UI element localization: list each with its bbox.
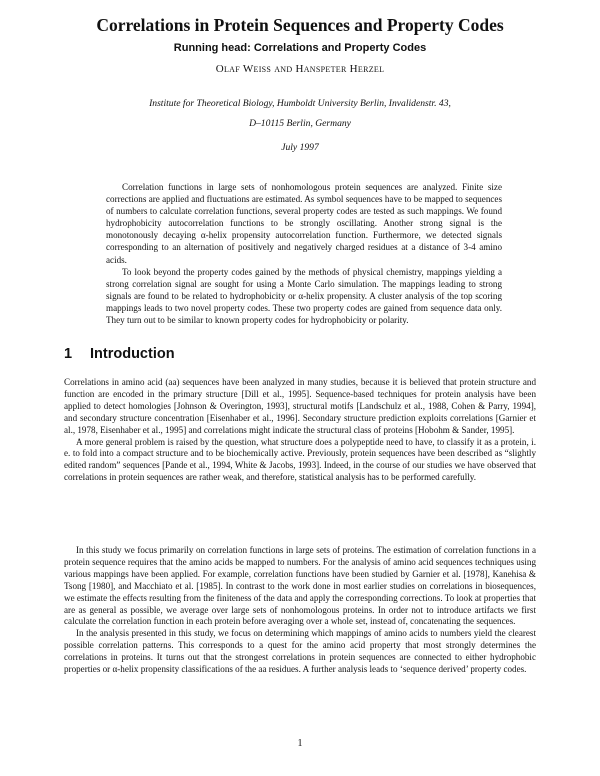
paper-title: Correlations in Protein Sequences and Property Codes: [96, 15, 504, 35]
affiliation-line-1: Institute for Theoretical Biology, Humboldt University Berlin, Invalidenstr. 43,: [149, 98, 451, 109]
section-title: Introduction: [90, 346, 175, 362]
abstract-paragraph-2: To look beyond the property codes gained by the methods of physical chemistry, mappings yielding a strong correlation signal are sought for using a Monte Carlo simulation. The mappings leading to strong signals are found to be related to hydrophobicity or α-helix propensity. A cluster analysis of the top scoring mappings leads to two novel property codes. These two property codes are gained from sequence data only. They turn out to be similar to known property codes for hydrophobicity or polarity.: [106, 266, 502, 326]
abstract-paragraph-1: Correlation functions in large sets of nonhomologous protein sequences are analyzed. Finite size corrections are applied and fluctuations are estimated. As symbol sequences have to be mapped to sequences of numbers to calculate correlation functions, several property codes are tested as such mappings. We found hydrophobicity autocorrelation functions to be strongly oscillating. Another strong signal is the monotonously decaying α-helix propensity autocorrelation function. Furthermore, we detected signals corresponding to an alternation of positively and negatively charged residues at a distance of 3-4 amino acids.: [106, 182, 502, 265]
body-paragraph-1: Correlations in amino acid (aa) sequences have been analyzed in many studies, because it is believed that protein structure and function are encoded in the primary structure [Dill et al., 1995]. Sequence-based techniques for protein analysis have been applied to detect homologies [Johnson & Overington, 1993], structural motifs [Landschulz et al., 1988, Cohen & Parry, 1994], and secondary structure concentration [Eisenhaber et al., 1996]. Secondary structure prediction exploits correlations [Garnier et al., 1978, Eisenhaber et al., 1995] and correlations might indicate the structural class of proteins [Hobohm & Sander, 1995].: [64, 377, 536, 435]
author-list: Olaf Weiss and Hanspeter Herzel: [215, 63, 385, 75]
abstract: [106, 181, 502, 326]
section-heading-introduction: [64, 346, 175, 362]
introduction-text-part-2: [64, 545, 536, 676]
introduction-text-part-1: [64, 377, 536, 484]
affiliation-line-2: D–10115 Berlin, Germany: [249, 118, 351, 129]
page-number: 1: [297, 738, 303, 749]
section-number: 1: [64, 346, 73, 362]
publication-date: July 1997: [281, 142, 319, 153]
running-head: Running head: Correlations and Property Codes: [173, 42, 427, 54]
body-paragraph-2: A more general problem is raised by the question, what structure does a polypeptide need to have, to classify it as a protein, i. e. to fold into a compact structure and to be biochemically active. Previously, protein sequences have been described as “slightly edited random” sequences [Pande et al., 1994, White & Jacobs, 1993]. Indeed, in the course of our studies we have observed that correlations in protein sequences are rather weak, and therefore, statistical analysis has to be performed carefully.: [64, 436, 536, 483]
body-paragraph-3: In this study we focus primarily on correlation functions in large sets of proteins. The estimation of correlation functions in a protein sequence requires that the amino acids be mapped to numbers. For the analysis of amino acid sequences techniques using various mappings have been applied. For example, correlation functions have been studied by Garnier et al. [1978], Kanehisa & Tsong [1980], and Macchiato et al. [1985]. In contrast to the work done in most earlier studies on correlations in biosequences, we estimate the effects resulting from the finiteness of the data and apply the corresponding corrections. To look at properties that are as general as possible, we average over large sets of nonhomologous proteins. In order not to introduce artifacts we first calculate the correlation function in each protein before averaging over a whole set, instead of, concatenating the sequences.: [64, 545, 537, 627]
body-paragraph-4: In the analysis presented in this study, we focus on determining which mappings of amino acids to numbers yield the clearest possible correlation patterns. This corresponds to a quest for the amino acid property that most strongly determines the correlations in proteins. It turns out that the strongest correlations in protein sequences are connected to either hydrophobic properties or α-helix propensity classifications of the aa residues. A further analysis leads to ‘sequence derived’ property codes.: [64, 628, 536, 675]
